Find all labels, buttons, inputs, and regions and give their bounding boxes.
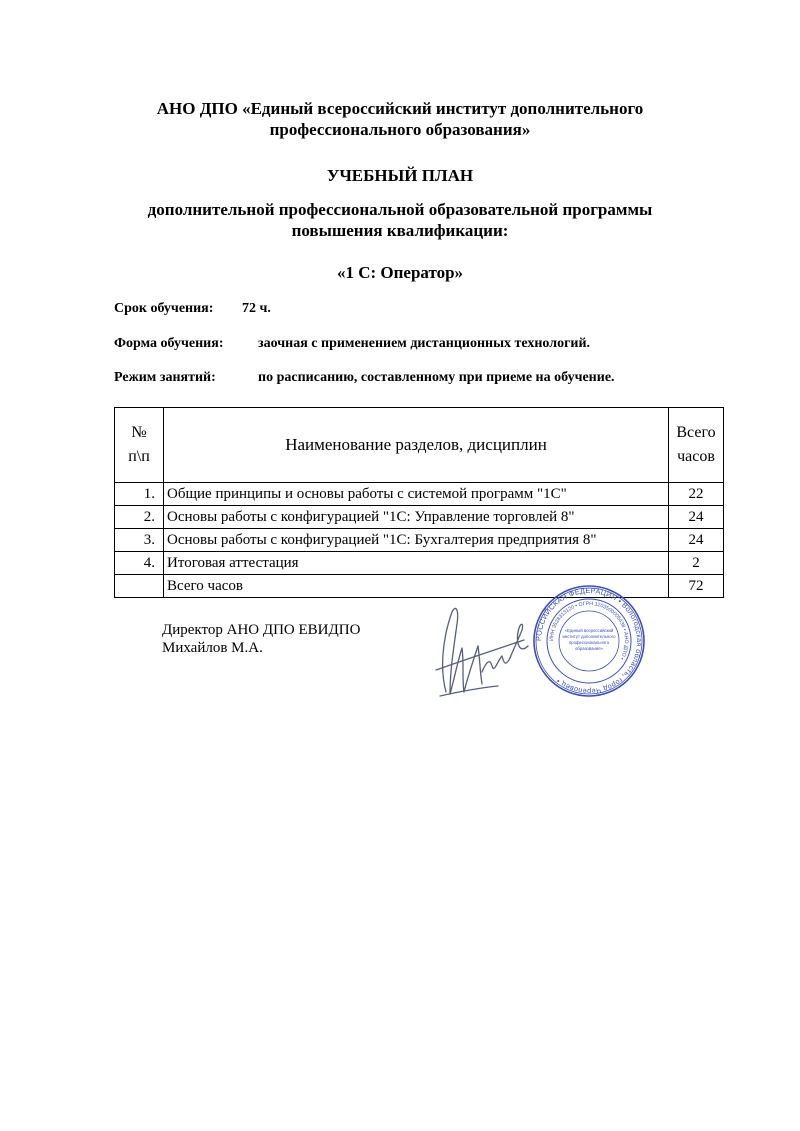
table-row xyxy=(115,552,724,575)
official-stamp-icon xyxy=(532,584,646,698)
organization-title-line1: АНО ДПО «Единый всероссийский институт дополнительного xyxy=(156,99,644,118)
row-number: 1. xyxy=(115,483,164,506)
program-description-line2: повышения квалификации: xyxy=(291,221,509,240)
svg-text:профессионального: профессионального xyxy=(568,640,610,645)
study-form-row xyxy=(114,335,591,353)
duration-label: Срок обучения: xyxy=(114,301,214,316)
row-number: 2. xyxy=(115,506,164,529)
header-number-line2: п\п xyxy=(128,448,150,465)
study-mode-value: по расписанию, составленному при приеме на обучение. xyxy=(258,370,615,385)
header-total-hours xyxy=(669,408,724,483)
director-title: Директор АНО ДПО ЕВИДПО xyxy=(162,622,361,638)
handwritten-signature-icon xyxy=(428,600,538,705)
row-discipline: Основы работы с конфигурацией "1С: Бухгалтерия предприятия 8" xyxy=(164,529,669,552)
program-description xyxy=(0,199,800,241)
document-title: УЧЕБНЫЙ ПЛАН xyxy=(326,166,474,185)
row-number xyxy=(115,575,164,598)
table-header-row xyxy=(115,408,724,483)
header-number-line1: № xyxy=(131,424,147,441)
row-hours: 24 xyxy=(669,506,724,529)
table-row xyxy=(115,483,724,506)
study-mode-row xyxy=(114,369,615,387)
header-hours-line1: Всего xyxy=(676,424,716,441)
curriculum-table xyxy=(114,407,724,598)
program-name: «1 С: Оператор» xyxy=(336,263,464,282)
row-number: 3. xyxy=(115,529,164,552)
svg-text:образования»: образования» xyxy=(574,646,604,651)
row-hours: 2 xyxy=(669,552,724,575)
row-discipline: Основы работы с конфигурацией "1С: Управление торговлей 8" xyxy=(164,506,669,529)
row-discipline: Всего часов xyxy=(164,575,669,598)
row-discipline: Общие принципы и основы работы с системой программ "1С" xyxy=(164,483,669,506)
header-number xyxy=(115,408,164,483)
header-hours-line2: часов xyxy=(677,448,715,465)
row-number: 4. xyxy=(115,552,164,575)
svg-text:«Единый всероссийский: «Единый всероссийский xyxy=(564,628,614,633)
study-form-value: заочная с применением дистанционных технологий. xyxy=(258,336,591,351)
svg-text:РОССИЙСКАЯ ФЕДЕРАЦИЯ • Вологод: РОССИЙСКАЯ ФЕДЕРАЦИЯ • Вологодская область, город Череповец • xyxy=(533,585,645,697)
header-discipline-name: Наименование разделов, дисциплин xyxy=(164,408,669,483)
table-row xyxy=(115,529,724,552)
duration-row xyxy=(114,300,271,318)
svg-text:ИНН 3528313120 • ОГРН 12035000: ИНН 3528313120 • ОГРН 1203500005438 • АНО ДПО • xyxy=(548,600,630,661)
row-hours: 72 xyxy=(669,575,724,598)
duration-value: 72 ч. xyxy=(242,301,271,316)
organization-title xyxy=(0,98,800,140)
program-description-line1: дополнительной профессиональной образовательной программы xyxy=(147,200,653,219)
table-row xyxy=(115,506,724,529)
row-hours: 24 xyxy=(669,529,724,552)
study-mode-label: Режим занятий: xyxy=(114,370,216,385)
row-hours: 22 xyxy=(669,483,724,506)
director-signature-block xyxy=(162,621,360,657)
organization-title-line2: профессионального образования» xyxy=(269,120,531,139)
row-discipline: Итоговая аттестация xyxy=(164,552,669,575)
study-form-label: Форма обучения: xyxy=(114,336,224,351)
director-name: Михайлов М.А. xyxy=(162,640,263,656)
svg-text:институт дополнительного: институт дополнительного xyxy=(562,634,616,639)
